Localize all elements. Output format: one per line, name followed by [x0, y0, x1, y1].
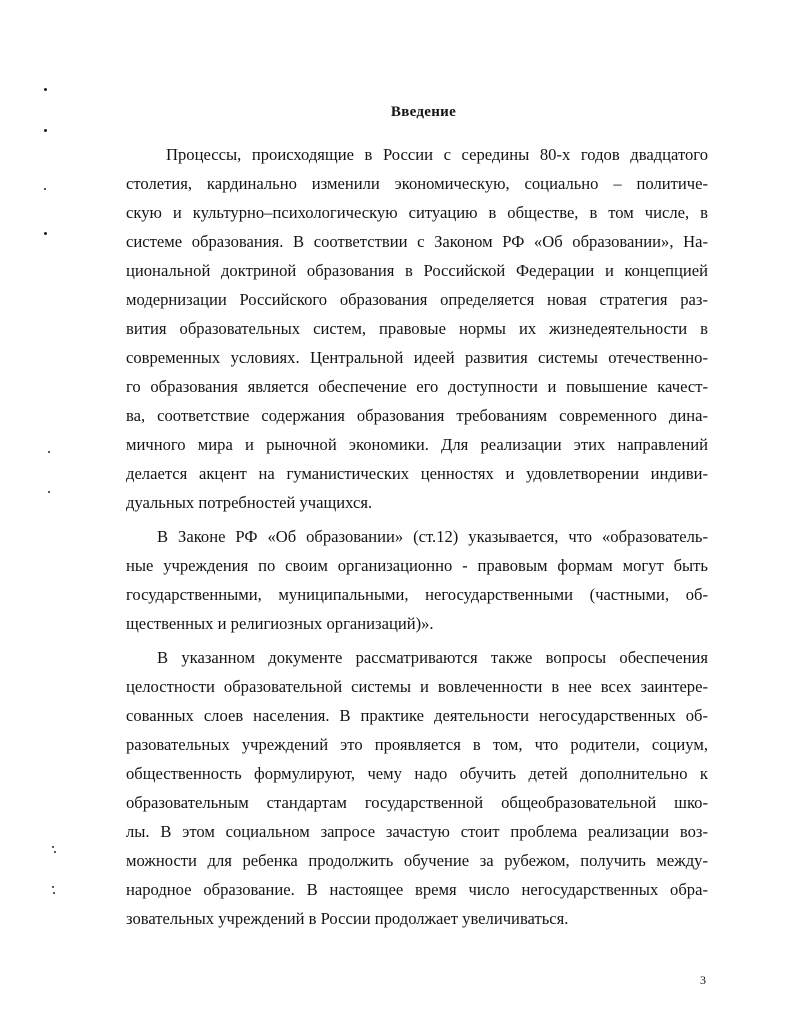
paragraph-line: современных условиях. Центральной идеей развития системы отечественно- [126, 348, 708, 367]
scan-speck [52, 846, 54, 848]
scan-speck [52, 886, 54, 888]
paragraph-line: лы. В этом социальном запросе зачастую стоит проблема реализации воз- [126, 822, 708, 841]
paragraph-line: циональной доктриной образования в Российской Федерации и концепцией [126, 261, 708, 280]
scan-speck [44, 188, 46, 190]
paragraph-line: мичного мира и рыночной экономики. Для реализации этих направлений [126, 435, 708, 454]
paragraph-line: народное образование. В настоящее время число негосударственных обра- [126, 880, 708, 899]
paragraph-line: модернизации Российского образования определяется новая стратегия раз- [126, 290, 708, 309]
paragraph-line: общественность формулируют, чему надо обучить детей дополнительно к [126, 764, 708, 783]
paragraph-line: можности для ребенка продолжить обучение за рубежом, получить между- [126, 851, 708, 870]
paragraph-line: скую и культурно–психологическую ситуацию в обществе, в том числе, в [126, 203, 708, 222]
paragraph-line: делается акцент на гуманистических ценностях и удовлетворении индиви- [126, 464, 708, 483]
scan-speck [54, 851, 56, 853]
paragraph-line: го образования является обеспечение его доступности и повышение качест- [126, 377, 708, 396]
paragraph-line: столетия, кардинально изменили экономическую, социально – политиче- [126, 174, 708, 193]
paragraph-line: системе образования. В соответствии с Законом РФ «Об образовании», На- [126, 232, 708, 251]
paragraph-line: вития образовательных систем, правовые нормы их жизнедеятельности в [126, 319, 708, 338]
scan-speck [48, 491, 50, 493]
paragraph-line: Процессы, происходящие в России с середины 80-х годов двадцатого [166, 145, 708, 164]
paragraph-line: дуальных потребностей учащихся. [126, 493, 373, 512]
paragraph-line: В Законе РФ «Об образовании» (ст.12) указывается, что «образователь- [157, 527, 708, 546]
paragraph-line: В указанном документе рассматриваются также вопросы обеспечения [157, 648, 708, 667]
paragraph-line: щественных и религиозных организаций)». [126, 614, 434, 633]
page-title: Введение [390, 104, 457, 120]
paragraph-line: образовательным стандартам государственной общеобразовательной шко- [126, 793, 708, 812]
scan-speck [44, 232, 47, 235]
page-number: 3 [700, 973, 706, 987]
scan-speck [44, 88, 47, 91]
paragraph-line: зовательных учреждений в России продолжает увеличиваться. [126, 909, 569, 928]
paragraph-line: целостности образовательной системы и вовлеченности в нее всех заинтере- [126, 677, 708, 696]
scan-speck [48, 451, 50, 453]
paragraph-line: ные учреждения по своим организационно - правовым формам могут быть [126, 556, 708, 575]
paragraph-line: разовательных учреждений это проявляется в том, что родители, социум, [126, 735, 708, 754]
scan-speck [44, 129, 47, 132]
paragraph-line: ва, соответствие содержания образования требованиям современного дина- [126, 406, 708, 425]
scan-speck [53, 892, 55, 894]
paragraph-line: сованных слоев населения. В практике деятельности негосударственных об- [126, 706, 708, 725]
paragraph-line: государственными, муниципальными, негосударственными (частными, об- [126, 585, 708, 604]
